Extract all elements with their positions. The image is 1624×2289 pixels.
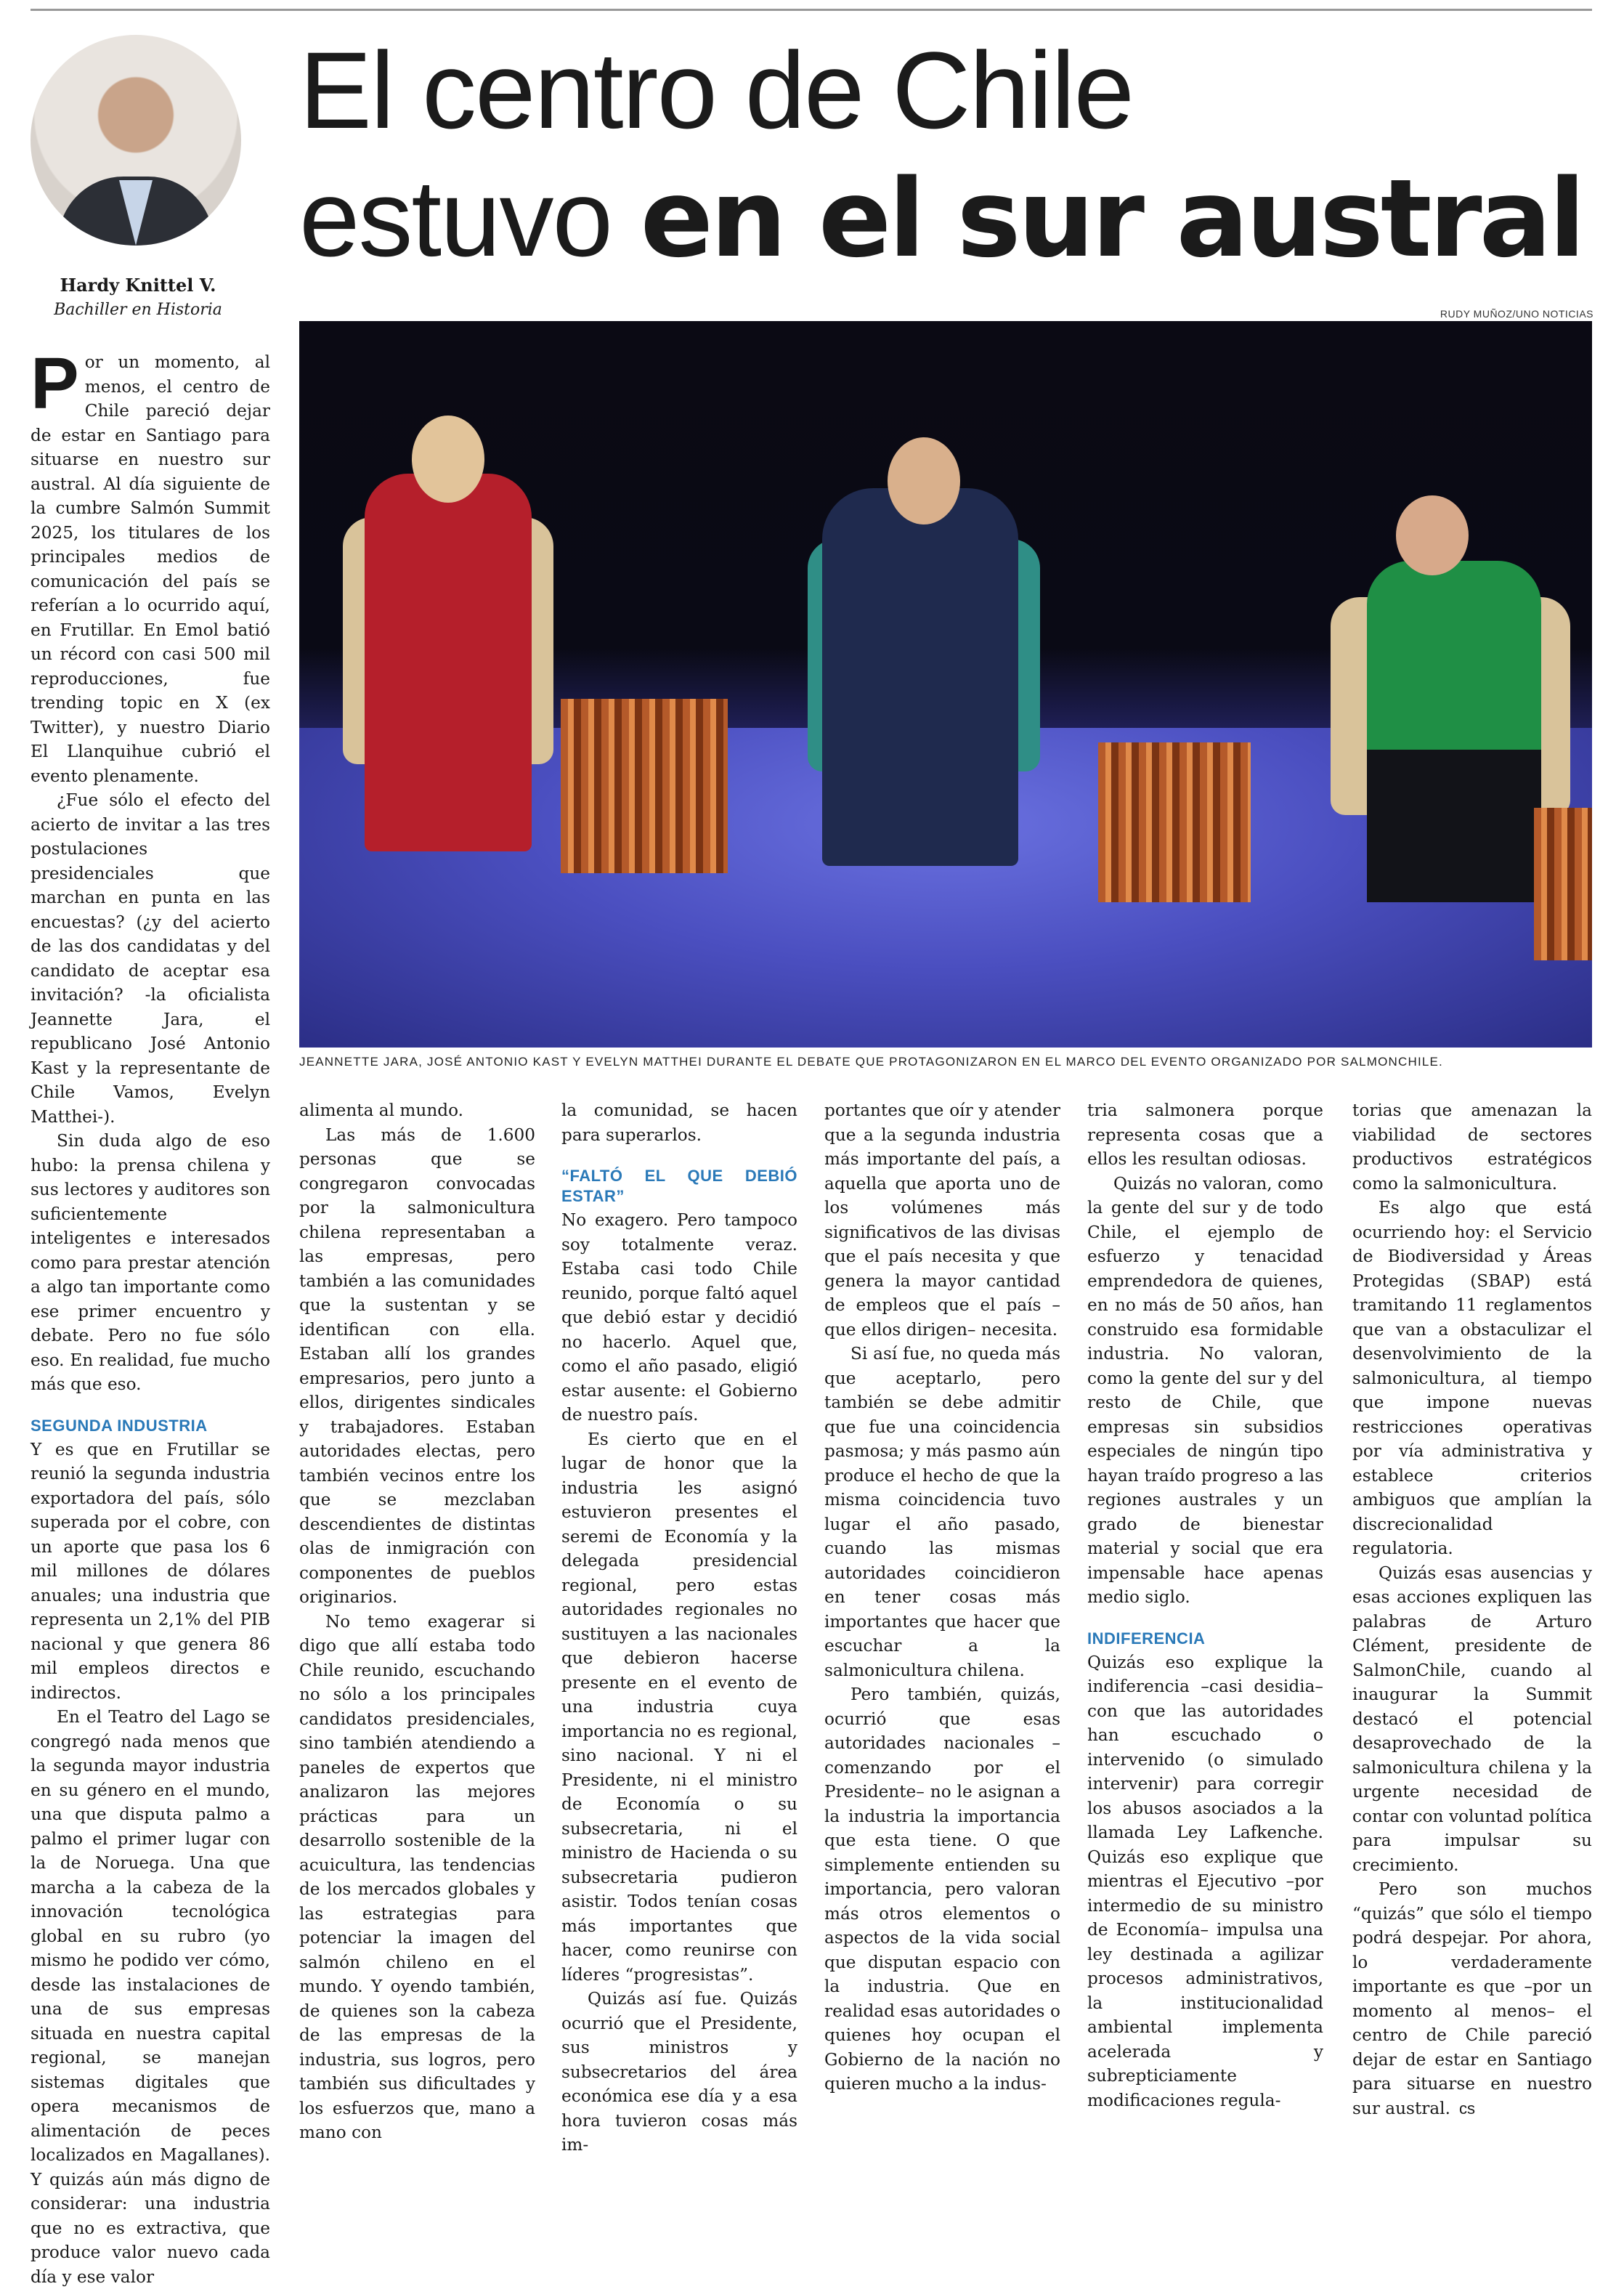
author-photo: [31, 35, 241, 246]
col2-para-3: No temo exagerar si digo que allí estaba todo Chile reunido, escuchando no sólo a los principales candidatos presidenciales, sino también atendiendo a paneles de expertos que analizaron las mejores prácticas para un desarrollo sostenible de la acuicultura, las tendencias de los mercados globales y las estrategias para potenciar la imagen del salmón chileno en el mundo. Y oyendo también, de quienes son la cabeza de las empresas de la industria, sus logros, pero también sus dificultades y los esfuerzos que, mano a mano con: [299, 1611, 535, 2142]
drop-cap: P: [31, 343, 79, 424]
col6-para-1: torias que amenazan la viabilidad de sectores productivos estratégicos como la salmonicultura.: [1352, 1101, 1592, 1194]
headline-light: estuvo: [299, 157, 641, 279]
headline: [299, 26, 1607, 283]
subhead-indiferencia: INDIFERENCIA: [1087, 1629, 1206, 1648]
headline-line-2: [299, 154, 1607, 283]
top-rule: [31, 9, 1592, 11]
col3-para-1: la comunidad, se hacen para superarlos.: [561, 1101, 797, 1145]
col5-para-3: Quizás eso explique la indiferencia –casi desidia– con que las autoridades han escuchado o intervenido (o simulado intervenir) para corregir los abusos asociados a la llamada Ley Lafkenche. Quizás eso explique que mientras el Ejecutivo –por intermedio de su ministro de Economía– impulsa una ley destinada a agilizar procesos administrativos, la institucionalidad ambiental implementa acelerada y subrepticiamente modificaciones regula-: [1087, 1652, 1323, 2110]
person-matthei: [1367, 561, 1541, 902]
col3-para-4: Quizás así fue. Quizás ocurrió que el Presidente, sus ministros y subsecretarios del área económica ese día y a esa hora tuvieron cosas más im-: [561, 1989, 797, 2155]
col4-para-1: portantes que oír y atender que a la segunda industria más importante del país, a aquella que aporta uno de los volúmenes más significativos de las divisas que el país necesita y que genera la mayor cantidad de empleos que el país –que ellos dirigen– necesita.: [824, 1101, 1060, 1340]
person-jara: [365, 474, 532, 851]
column-2: [299, 1098, 535, 2145]
column-6: [1352, 1098, 1592, 2120]
col4-para-3: Pero también, quizás, ocurrió que esas autoridades nacionales –comenzando por el Presidente– no le asignan a la industria la importancia que esta tiene. O que simplemente entienden su importancia, pero valoran más otros elementos o aspectos de la vida social que disputan espacio con la industria. Que en realidad esas autoridades o quienes hoy ocupan el Gobierno de la nación no quieren mucho a la indus-: [824, 1685, 1060, 2094]
column-3: [561, 1098, 797, 2158]
headline-bold: en el sur austral: [640, 156, 1583, 281]
head-kast: [888, 437, 960, 524]
col1-para-1: [31, 343, 270, 788]
col1-para-1-text: or un momento, al menos, el centro de Chile pareció dejar de estar en Santiago para situarse en nuestro sur austral. Al día siguiente de la cumbre Salmón Summit 2025, los titulares de los principales medios de comunicación del país se referían a lo ocurrido aquí, en Frutillar. En Emol batió un récord con casi 500 mil reproducciones, fue trending topic en X (ex Twitter), y nuestro Diario El Llanquihue cubrió el evento plenamente.: [31, 352, 270, 786]
head-matthei: [1396, 495, 1469, 575]
photo-caption: JEANNETTE JARA, JOSÉ ANTONIO KAST Y EVELYN MATTHEI DURANTE EL DEBATE QUE PROTAGONIZARON EN EL MARCO DEL EVENTO ORGANIZADO POR SALMONCHILE.: [299, 1055, 1443, 1069]
col3-para-2: No exagero. Pero tampoco soy totalmente veraz. Estaba casi todo Chile reunido, porque faltó aquel que debió estar y decidió no hacerlo. Aquel que, como el año pasado, eligió estar ausente: el Gobierno de nuestro país.: [561, 1210, 797, 1425]
col1-para-5: En el Teatro del Lago se congregó nada menos que la segunda mayor industria en su género en el mundo, una que disputa palmo a palmo el primer lugar con la de Noruega. Una que marcha a la cabeza de la innovación tecnológica global en su rubro (yo mismo he podido ver cómo, desde las instalaciones de una de sus empresas situada en nuestra capital regional, se manejan sistemas digitales que opera mecanismos de alimentación de peces localizados en Magallanes). Y quizás aún más digno de considerar: una industria que no es extractiva, que produce valor nuevo cada día y ese valor: [31, 1707, 270, 2287]
col5-para-1: tria salmonera porque representa cosas que a ellos les resultan odiosas.: [1087, 1101, 1323, 1169]
col6-para-2: Es algo que está ocurriendo hoy: el Servicio de Biodiversidad y Áreas Protegidas (SBAP) está tramitando 11 reglamentos que van a obstaculizar el desenvolvimiento de la salmonicultura, al tiempo que impone nuevas restricciones operativas por vía administrativa y establece criterios ambiguos que amplían la discrecionalidad regulatoria.: [1352, 1198, 1592, 1558]
col6-para-4: [1352, 1877, 1592, 2120]
subhead-segunda-industria: SEGUNDA INDUSTRIA: [31, 1416, 208, 1435]
col6-para-3: Quizás esas ausencias y esas acciones expliquen las palabras de Arturo Clément, presidente de SalmonChile, cuando al inaugurar la Summit destacó el potencial desaprovechado de la salmonicultura chilena y la urgente necesidad de contar con voluntad política para impulsar su crecimiento.: [1352, 1563, 1592, 1875]
col5-para-2: Quizás no valoran, como la gente del sur y de todo Chile, el ejemplo de esfuerzo y tenacidad emprendedora de quienes, en no más de 50 años, han construido esa formidable industria. No valoran, como la gente del sur y del resto de Chile, que empresas sin subsidios especiales de ningún tipo hayan traído progreso a las regiones australes y un grado de bienestar material y social que era impensable hace apenas medio siglo.: [1087, 1173, 1323, 1607]
col2-para-2: Las más de 1.600 personas que se congregaron convocadas por la salmonicultura chilena representaban a las empresas, pero también a las comunidades que la sustentan y se identifican con ella. Estaban allí los grandes empresarios, pero junto a ellos, dirigentes sindicales y trabajadores. Estaban autoridades electas, pero también vecinos entre los que se mezclaban descendientes de distintas olas de inmigración con componentes de pueblos originarios.: [299, 1125, 535, 1607]
column-1: [31, 343, 270, 2289]
col2-para-1: alimenta al mundo.: [299, 1101, 464, 1120]
side-table-1: [561, 699, 728, 873]
col6-para-4-text: Pero son muchos “quizás” que sólo el tiempo podrá despejar. Por ahora, lo verdaderamente importante es que –por un momento al menos– el centro de Chile pareció dejar de estar en Santiago para situarse en nuestro sur austral.: [1352, 1879, 1592, 2118]
col1-para-2: ¿Fue sólo el efecto del acierto de invitar a las tres postulaciones presidenciales que marchan en punta en las encuestas? (¿y del acierto de las dos candidatas y del candidato de aceptar esa invitación? -la oficialista Jeannette Jara, el republicano José Antonio Kast y la representante de Chile Vamos, Evelyn Matthei-).: [31, 790, 270, 1127]
debate-photo: [299, 321, 1592, 1048]
col4-para-2: Si así fue, no queda más que aceptarlo, pero también se debe admitir que fue una coincidencia pasmosa; y más pasmo aún produce el hecho de que la misma coincidencia tuvo lugar el año pasado, cuando las mismas autoridades coincidieron en tener cosas más importantes que hacer que escuchar a la salmonicultura chilena.: [824, 1344, 1060, 1680]
person-kast: [822, 488, 1018, 866]
photo-credit: RUDY MUÑOZ/UNO NOTICIAS: [1440, 308, 1593, 320]
side-table-2: [1098, 742, 1251, 902]
matthei-legs: [1367, 750, 1541, 902]
col1-para-3: Sin duda algo de eso hubo: la prensa chilena y sus lectores y auditores son suficientemente inteligentes e interesados como para prestar atención a algo tan importante como ese primer encuentro y debate. Pero no fue sólo eso. En realidad, fue mucho más que eso.: [31, 1131, 270, 1394]
headline-line-1: El centro de Chile: [299, 29, 1133, 151]
column-4: [824, 1098, 1060, 2096]
author-role: Bachiller en Historia: [54, 301, 222, 319]
col3-para-3: Es cierto que en el lugar de honor que la industria les asignó estuvieron presentes el seremi de Economía y la delegada presidencial regional, pero estas autoridades regionales no sustituyen a las nacionales que debieron hacerse presente en el evento de una industria cuya importancia no es regional, sino nacional. Y ni el Presidente, ni el ministro de Economía o su subsecretaria, ni el ministro de Hacienda o su subsecretaria pudieron asistir. Todos tenían cosas más importantes que hacer, como reunirse con líderes “progresistas”.: [561, 1429, 797, 1985]
side-table-3: [1534, 808, 1592, 960]
col1-para-4: Y es que en Frutillar se reunió la segunda industria exportadora del país, sólo superada por el cobre, con un aporte que pasa los 6 mil millones de dólares anuales; una industria que representa un 2,1% del PIB nacional y que genera 86 mil empleos directos e indirectos.: [31, 1439, 270, 1703]
subhead-falto: “FALTÓ EL QUE DEBIÓ ESTAR”: [561, 1167, 797, 1205]
head-jara: [412, 416, 484, 503]
end-mark: cs: [1458, 2099, 1475, 2118]
column-5: [1087, 1098, 1323, 2112]
author-name: Hardy Knittel V.: [60, 275, 216, 296]
